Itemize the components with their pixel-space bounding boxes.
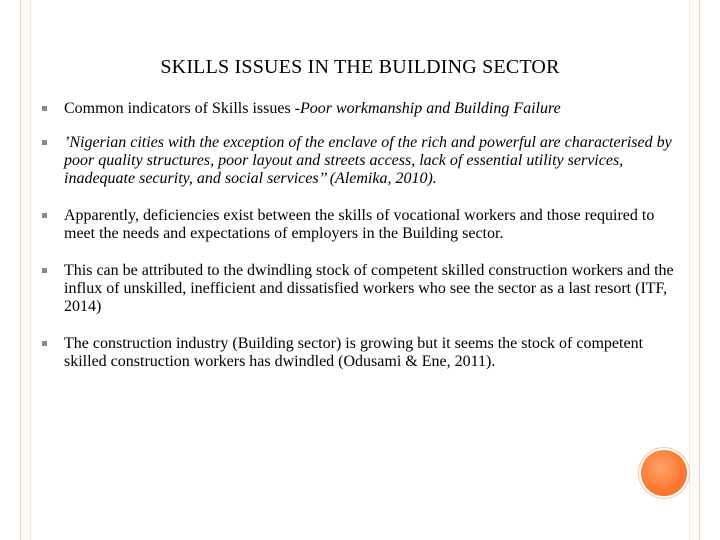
square-bullet-icon: [42, 106, 47, 111]
bullet-item: [42, 100, 678, 118]
frame-line-left: [30, 0, 31, 540]
slide-title: SKILLS ISSUES IN THE BUILDING SECTOR: [160, 56, 560, 78]
frame-line-right: [689, 0, 690, 540]
bullet-item: [42, 262, 678, 316]
bullet-item: [42, 207, 678, 243]
bullet-text: Apparently, deficiencies exist between the skills of vocational workers and those required to meet the needs and expectations of employers in the Building sector.: [64, 207, 655, 242]
bullet-item: [42, 134, 678, 188]
bullet-item: [42, 335, 678, 371]
square-bullet-icon: [42, 213, 47, 218]
bullet-text: Common indicators of Skills issues -: [64, 100, 300, 117]
orange-circle-decoration: [641, 450, 687, 496]
square-bullet-icon: [42, 140, 47, 145]
bullet-text: The construction industry (Building sector) is growing but it seems the stock of competent skilled construction workers has dwindled (Odusami & Ene, 2011).: [64, 335, 644, 370]
bullet-text: This can be attributed to the dwindling stock of competent skilled construction workers and the influx of unskilled, inefficient and dissatisfied workers who see the sector as a last resort (ITF, 2014): [64, 262, 674, 315]
bullet-list: [42, 100, 678, 371]
bullet-text-italic: Poor workmanship and Building Failure: [300, 100, 561, 117]
bullet-quote: ’Nigerian cities with the exception of the enclave of the rich and powerful are characterised by poor quality structures, poor layout and streets access, lack of essential utility services, inadequate security, and social services’’ (Alemika, 2010).: [64, 134, 672, 187]
square-bullet-icon: [42, 268, 47, 273]
square-bullet-icon: [42, 341, 47, 346]
